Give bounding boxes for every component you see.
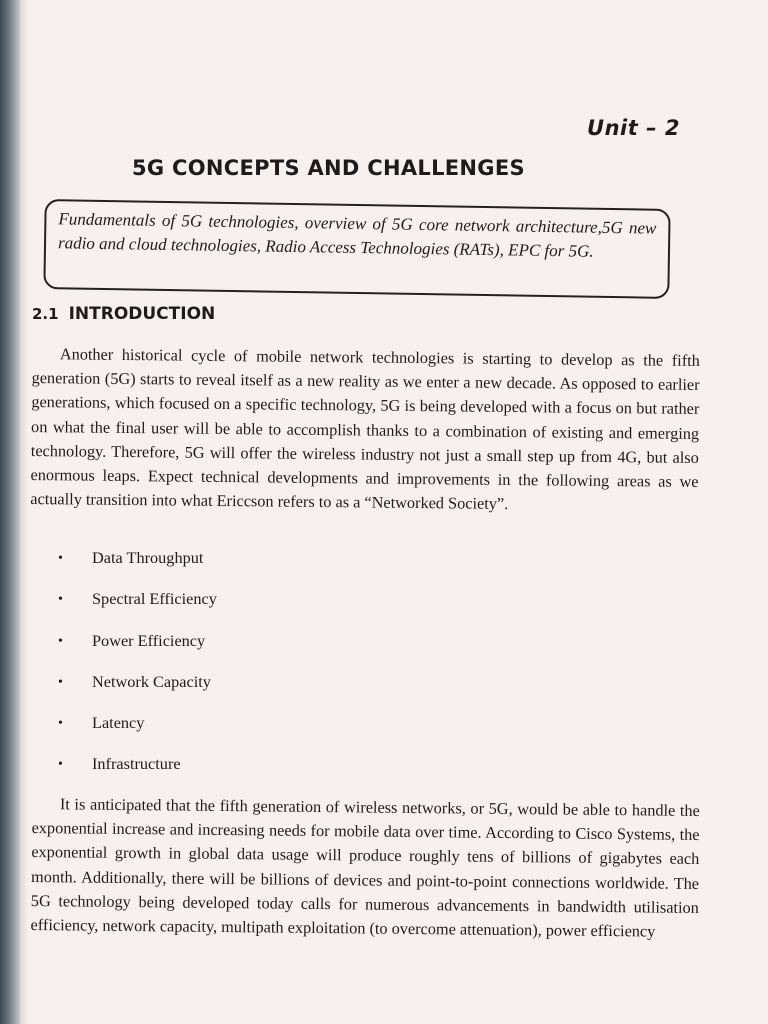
list-item [58,713,217,754]
unit-label: Unit – 2 [587,116,680,140]
bullet-icon: • [58,551,63,566]
syllabus-text: Fundamentals of 5G technologies, overview of 5G core network architecture,5G new radio and cloud technologies, Radio Access Technologies (RATs), EPC for 5G. [57,209,657,261]
syllabus-box [43,199,670,299]
bullet-icon: • [58,757,63,773]
list-item-text: Network Capacity [92,671,211,691]
bullet-icon: • [58,592,63,608]
list-item [58,754,217,795]
list-item-text: Latency [92,713,145,733]
list-item-text: Infrastructure [92,754,181,774]
closing-paragraph: It is anticipated that the fifth generation of wireless networks, or 5G, would be able to handle the exponential increase and increasing needs for mobile data over time. According to Cisco Systems, the exponential growth in global data usage will produce roughly tens of billions of gigabytes each month. Additionally, there will be billions of devices and point-to-point connections worldwide. The 5G technology being developed today calls for numerous advancements in bandwidth utilisation efficiency, network capacity, multipath exploitation (to overcome attenuation), power efficiency [30,794,700,941]
bullet-icon: • [58,633,63,649]
intro-paragraph: Another historical cycle of mobile network technologies is starting to develop as the fifth generation (5G) starts to reveal itself as a new reality as we enter a new decade. As opposed to earlier generations, which focused on a specific technology, 5G is being developed with a focus on but rather on what the final user will be able to accomplish thanks to a combination of existing and emerging technology. Therefore, 5G will offer the wireless industry not just a small step up from 4G, but also enormous leaps. Expect technical developments and improvements in the following areas as we actually transition into what Ericcson refers to as a “Networked Society”. [30,344,700,514]
page-edge [20,0,28,1024]
list-item [58,548,217,589]
section-title: INTRODUCTION [68,304,216,324]
list-item-text: Data Throughput [92,548,204,567]
book-binding-shadow [0,0,20,1024]
bullet-icon: • [58,674,63,690]
list-item-text: Power Efficiency [92,630,206,650]
list-item-text: Spectral Efficiency [92,589,217,609]
list-item [58,631,217,672]
bullet-list [58,548,217,796]
list-item [58,672,217,713]
bullet-icon: • [58,716,63,732]
chapter-title: 5G CONCEPTS AND CHALLENGES [132,156,525,180]
section-number: 2.1 [32,305,59,323]
section-heading [32,304,215,324]
list-item [58,589,217,630]
